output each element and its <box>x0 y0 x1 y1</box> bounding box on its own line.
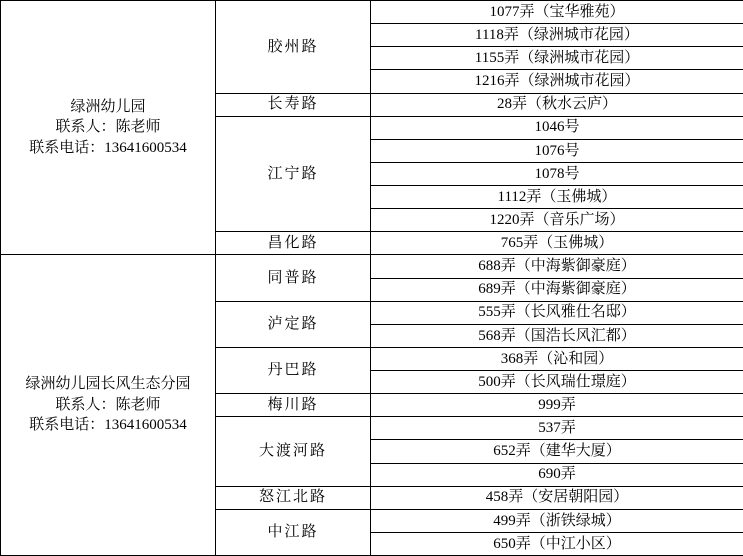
lane-cell: 650弄（中江小区） <box>371 532 743 555</box>
road-cell: 丹巴路 <box>216 347 371 393</box>
school-contact: 联系人：陈老师 <box>55 119 161 136</box>
lane-cell: 1077弄（宝华雅苑） <box>371 1 743 24</box>
road-cell: 中江路 <box>216 509 371 555</box>
lane-cell: 999弄 <box>371 394 743 417</box>
lane-cell: 690弄 <box>371 463 743 486</box>
road-cell: 大渡河路 <box>216 417 371 486</box>
road-cell: 长寿路 <box>216 93 371 116</box>
lane-cell: 568弄（国浩长风汇都） <box>371 324 743 347</box>
road-cell: 怒江北路 <box>216 486 371 509</box>
lane-cell: 368弄（沁和园） <box>371 347 743 370</box>
lane-cell: 458弄（安居朝阳园） <box>371 486 743 509</box>
school-cell <box>1 255 216 556</box>
road-cell: 同普路 <box>216 255 371 301</box>
lane-cell: 28弄（秋水云庐） <box>371 93 743 116</box>
road-cell: 泸定路 <box>216 301 371 347</box>
road-cell: 江宁路 <box>216 116 371 232</box>
school-phone: 联系电话：13641600534 <box>29 139 187 156</box>
lane-cell: 500弄（长风瑞仕璟庭） <box>371 371 743 394</box>
school-cell <box>1 1 216 255</box>
road-cell: 胶州路 <box>216 1 371 94</box>
lane-cell: 1118弄（绿洲城市花园） <box>371 24 743 47</box>
lane-cell: 555弄（长风雅仕名邸） <box>371 301 743 324</box>
school-contact: 联系人：陈老师 <box>55 396 161 413</box>
lane-cell: 1078号 <box>371 162 743 185</box>
table-row <box>1 1 743 24</box>
road-cell: 昌化路 <box>216 232 371 255</box>
lane-cell: 765弄（玉佛城） <box>371 232 743 255</box>
lane-cell: 499弄（浙铁绿城） <box>371 509 743 532</box>
lane-cell: 652弄（建华大厦） <box>371 440 743 463</box>
table-row <box>1 255 743 278</box>
lane-cell: 1046号 <box>371 116 743 139</box>
school-name: 绿洲幼儿园 <box>70 98 146 115</box>
school-name: 绿洲幼儿园长风生态分园 <box>25 376 191 393</box>
road-cell: 梅川路 <box>216 394 371 417</box>
lane-cell: 1112弄（玉佛城） <box>371 186 743 209</box>
lane-cell: 689弄（中海紫御豪庭） <box>371 278 743 301</box>
school-phone: 联系电话：13641600534 <box>29 417 187 434</box>
lane-cell: 1076号 <box>371 139 743 162</box>
lane-cell: 1216弄（绿洲城市花园） <box>371 70 743 93</box>
lane-cell: 688弄（中海紫御豪庭） <box>371 255 743 278</box>
lane-cell: 1155弄（绿洲城市花园） <box>371 47 743 70</box>
lane-cell: 1220弄（音乐广场） <box>371 209 743 232</box>
lane-cell: 537弄 <box>371 417 743 440</box>
